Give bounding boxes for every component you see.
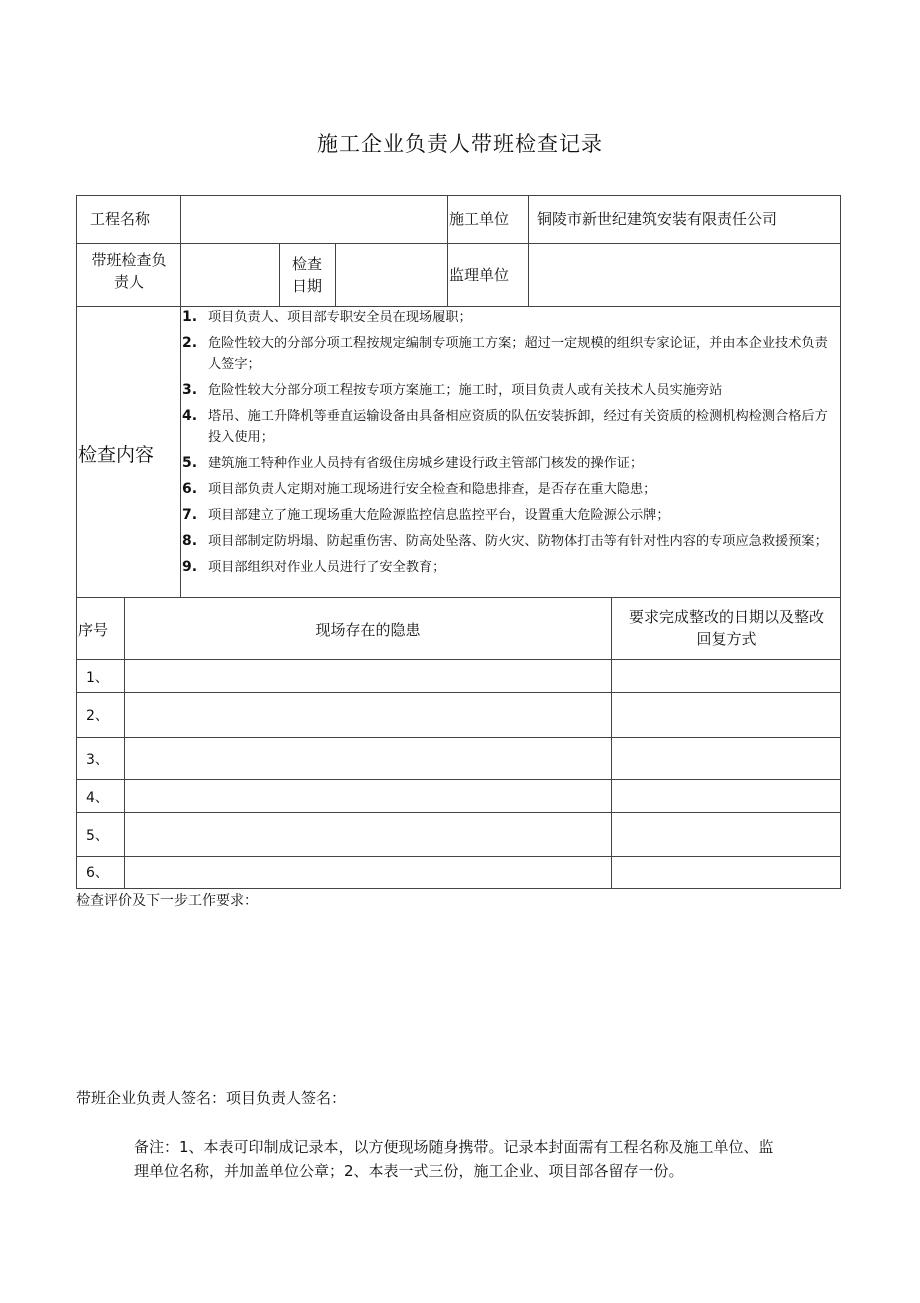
- table-row-label: 4、: [86, 790, 109, 806]
- list-item-text: 危险性较大的分部分项工程按规定编制专项施工方案；超过一定规模的组织专家论证，并由本企业技术负责人签字；: [208, 336, 828, 372]
- list-item: [182, 333, 838, 375]
- table-row-label: 2、: [86, 708, 109, 724]
- list-item-number: 1.: [182, 309, 198, 325]
- list-item-text: 项目部组织对作业人员进行了安全教育；: [208, 560, 446, 575]
- project-name-label: 工程名称: [90, 210, 151, 228]
- signature-line: 带班企业负责人签名：项目负责人签名：: [76, 1089, 347, 1107]
- list-item-text: 项目部制定防坍塌、防起重伤害、防高处坠落、防火灾、防物体打击等有针对性内容的专项应急救援预案；: [208, 534, 828, 549]
- deadline-column-header: 要求完成整改的日期以及整改 回复方式: [628, 608, 824, 648]
- list-item: [182, 453, 838, 474]
- list-item-text: 项目负责人、项目部专职安全员在现场履职；: [208, 310, 472, 325]
- list-item-text: 危险性较大分部分项工程按专项方案施工；施工时，项目负责人或有关技术人员实施旁站: [208, 383, 723, 398]
- list-item: [182, 380, 838, 401]
- list-item-number: 8.: [182, 533, 198, 549]
- remarks-line-1: 备注：1、本表可印制成记录本，以方便现场随身携带。记录本封面需有工程名称及施工单位、监: [134, 1138, 774, 1156]
- list-item: [182, 531, 838, 552]
- table-row-label: 1、: [86, 670, 109, 686]
- list-item: [182, 557, 838, 578]
- seq-column-header: 序号: [78, 621, 109, 639]
- construction-unit-value: 铜陵市新世纪建筑安装有限责任公司: [537, 210, 778, 228]
- list-item-number: 4.: [182, 408, 198, 424]
- list-item-number: 3.: [182, 382, 198, 398]
- list-item-number: 5.: [182, 455, 198, 471]
- supervision-unit-label: 监理单位: [449, 266, 510, 284]
- list-item: [182, 406, 838, 448]
- list-item-number: 7.: [182, 507, 198, 523]
- table-row-label: 3、: [86, 752, 109, 768]
- remarks-line-2: 理单位名称，并加盖单位公章；2、本表一式三份，施工企业、项目部各留存一份。: [134, 1162, 684, 1180]
- remarks-note: [134, 1135, 834, 1183]
- list-item-number: 9.: [182, 559, 198, 575]
- list-item: [182, 505, 838, 526]
- evaluation-label: 检查评价及下一步工作要求：: [76, 893, 258, 909]
- list-item-text: 项目部负责人定期对施工现场进行安全检查和隐患排查，是否存在重大隐患；: [208, 482, 657, 497]
- page-title: 施工企业负责人带班检查记录: [317, 132, 603, 156]
- hazard-column-header: 现场存在的隐患: [315, 621, 421, 639]
- list-item: [182, 307, 838, 328]
- list-item-number: 6.: [182, 481, 198, 497]
- list-item: [182, 479, 838, 500]
- list-item-text: 建筑施工特种作业人员持有省级住房城乡建设行政主管部门核发的操作证；: [208, 456, 644, 471]
- table-row-label: 5、: [86, 828, 109, 844]
- list-item-text: 塔吊、施工升降机等垂直运输设备由具备相应资质的队伍安装拆卸，经过有关资质的检测机构检测合格后方投入使用；: [208, 409, 828, 445]
- list-item-text: 项目部建立了施工现场重大危险源监控信息监控平台，设置重大危险源公示牌；: [208, 508, 670, 523]
- list-item-number: 2.: [182, 335, 198, 351]
- inspection-item-list: [182, 307, 838, 594]
- inspection-content-label: 检查内容: [78, 444, 155, 466]
- date-label: 检查 日期: [291, 255, 322, 295]
- construction-unit-label: 施工单位: [449, 210, 510, 228]
- table-row-label: 6、: [86, 865, 109, 881]
- inspector-label: 带班检查负 责人: [91, 251, 167, 291]
